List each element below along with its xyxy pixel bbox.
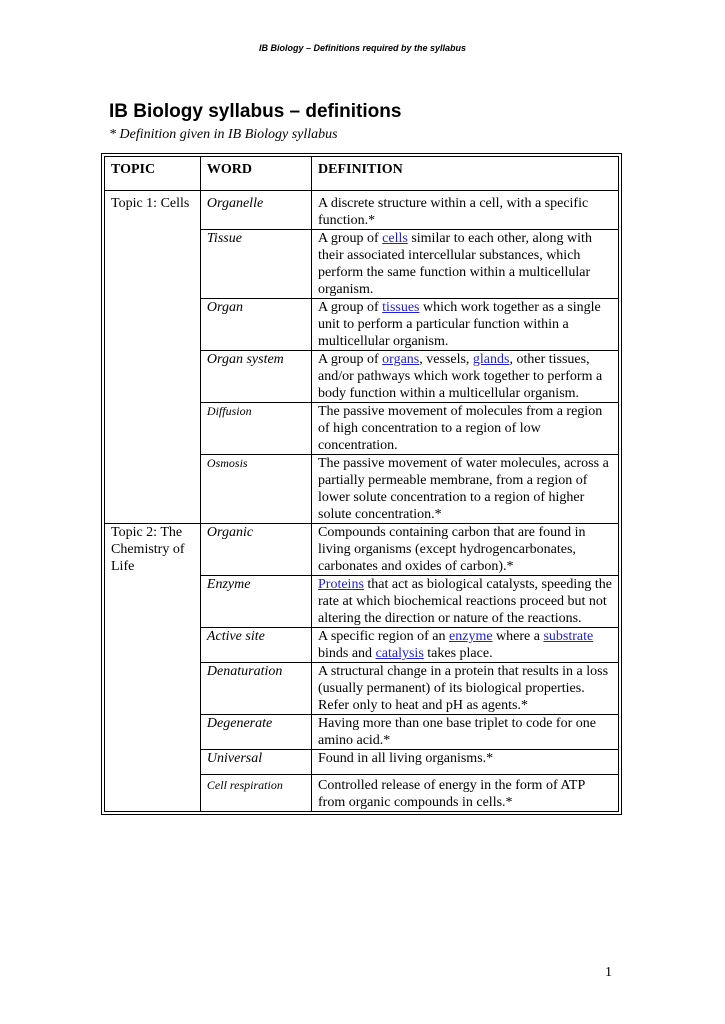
definition-link[interactable]: enzyme [449, 629, 493, 644]
topic-cell-empty [105, 455, 201, 524]
table-row [105, 775, 619, 812]
definition-text: , vessels, [419, 352, 473, 367]
definition-link[interactable]: substrate [543, 629, 594, 644]
topic-label: Topic 1: Cells [105, 191, 201, 230]
definition-cell: The passive movement of molecules from a region of high concentration to a region of low concentration. [312, 403, 619, 455]
definition-text: similar to each other, along with their associated intercellular substances, which perform the same function within a multicellular organism. [318, 231, 592, 297]
topic-cell-empty [105, 230, 201, 299]
definition-cell: Controlled release of energy in the form of ATP from organic compounds in cells.* [312, 775, 619, 812]
definition-cell: A structural change in a protein that results in a loss (usually permanent) of its biological properties. Refer only to heat and pH as agents.* [312, 663, 619, 715]
word-cell: Denaturation [200, 663, 311, 715]
definition-cell: A discrete structure within a cell, with a specific function.* [312, 191, 619, 230]
definition-cell: The passive movement of water molecules, across a partially permeable membrane, from a region of lower solute concentration to a region of higher solute concentration.* [312, 455, 619, 524]
table-row [105, 299, 619, 351]
table-row [105, 455, 619, 524]
word-cell: Osmosis [200, 455, 311, 524]
table-row [105, 403, 619, 455]
page-title: IB Biology syllabus – definitions [109, 101, 402, 122]
definition-cell [312, 230, 619, 299]
table-row [105, 750, 619, 775]
column-header-definition: DEFINITION [312, 157, 619, 191]
column-header-word: WORD [200, 157, 311, 191]
topic-cell-empty [105, 351, 201, 403]
definition-text: that act as biological catalysts, speeding the rate at which biochemical reactions proceed but not altering the direction or nature of the reactions. [318, 577, 612, 626]
definition-text: binds and [318, 646, 376, 661]
table-row [105, 524, 619, 576]
definition-link[interactable]: organs [382, 352, 420, 367]
table-row [105, 663, 619, 715]
word-cell: Tissue [200, 230, 311, 299]
definition-text: , other tissues, and/or pathways which work together to perform a body function within a multicellular organism. [318, 352, 603, 401]
topic-label: Topic 2: The Chemistry of Life [105, 524, 201, 576]
definition-cell [312, 628, 619, 663]
word-cell: Enzyme [200, 576, 311, 628]
topic-cell-empty [105, 715, 201, 750]
definition-text: where a [492, 629, 544, 644]
definition-cell: Compounds containing carbon that are found in living organisms (except hydrogencarbonates, carbonates and oxides of carbon).* [312, 524, 619, 576]
topic-cell-empty [105, 750, 201, 775]
definition-text: takes place. [423, 646, 493, 661]
definition-cell [312, 299, 619, 351]
word-cell: Cell respiration [200, 775, 311, 812]
table-row [105, 576, 619, 628]
topic-cell-empty [105, 628, 201, 663]
definition-text: A group of [318, 300, 383, 315]
definition-text: A specific region of an [318, 629, 450, 644]
topic-cell-empty [105, 403, 201, 455]
definition-text: A group of [318, 352, 383, 367]
definitions-table-frame [101, 153, 622, 815]
definition-cell [312, 576, 619, 628]
page-subtitle: * Definition given in IB Biology syllabus [109, 127, 338, 142]
word-cell: Universal [200, 750, 311, 775]
definition-link[interactable]: cells [382, 231, 408, 246]
table-row [105, 351, 619, 403]
definition-cell: Having more than one base triplet to code for one amino acid.* [312, 715, 619, 750]
running-header: IB Biology – Definitions required by the syllabus [258, 43, 467, 53]
word-cell: Active site [200, 628, 311, 663]
page-number: 1 [605, 965, 612, 980]
table-row [105, 628, 619, 663]
table-row [105, 191, 619, 230]
definition-cell [312, 351, 619, 403]
definition-text: A group of [318, 231, 383, 246]
word-cell: Organ [200, 299, 311, 351]
topic-cell-empty [105, 576, 201, 628]
word-cell: Degenerate [200, 715, 311, 750]
word-cell: Organelle [200, 191, 311, 230]
topic-cell-empty [105, 775, 201, 812]
word-cell: Organic [200, 524, 311, 576]
definition-text: which work together as a single unit to perform a particular function within a multicellular organism. [318, 300, 601, 349]
topic-cell-empty [105, 663, 201, 715]
word-cell: Organ system [200, 351, 311, 403]
topic-cell-empty [105, 299, 201, 351]
definition-link[interactable]: glands [472, 352, 510, 367]
table-row [105, 715, 619, 750]
table-header-row [105, 157, 619, 191]
table-row [105, 230, 619, 299]
definition-cell: Found in all living organisms.* [312, 750, 619, 775]
word-cell: Diffusion [200, 403, 311, 455]
definition-link[interactable]: tissues [382, 300, 420, 315]
definition-link[interactable]: catalysis [375, 646, 424, 661]
definitions-table [104, 156, 619, 812]
column-header-topic: TOPIC [105, 157, 201, 191]
definition-link[interactable]: Proteins [318, 577, 364, 592]
